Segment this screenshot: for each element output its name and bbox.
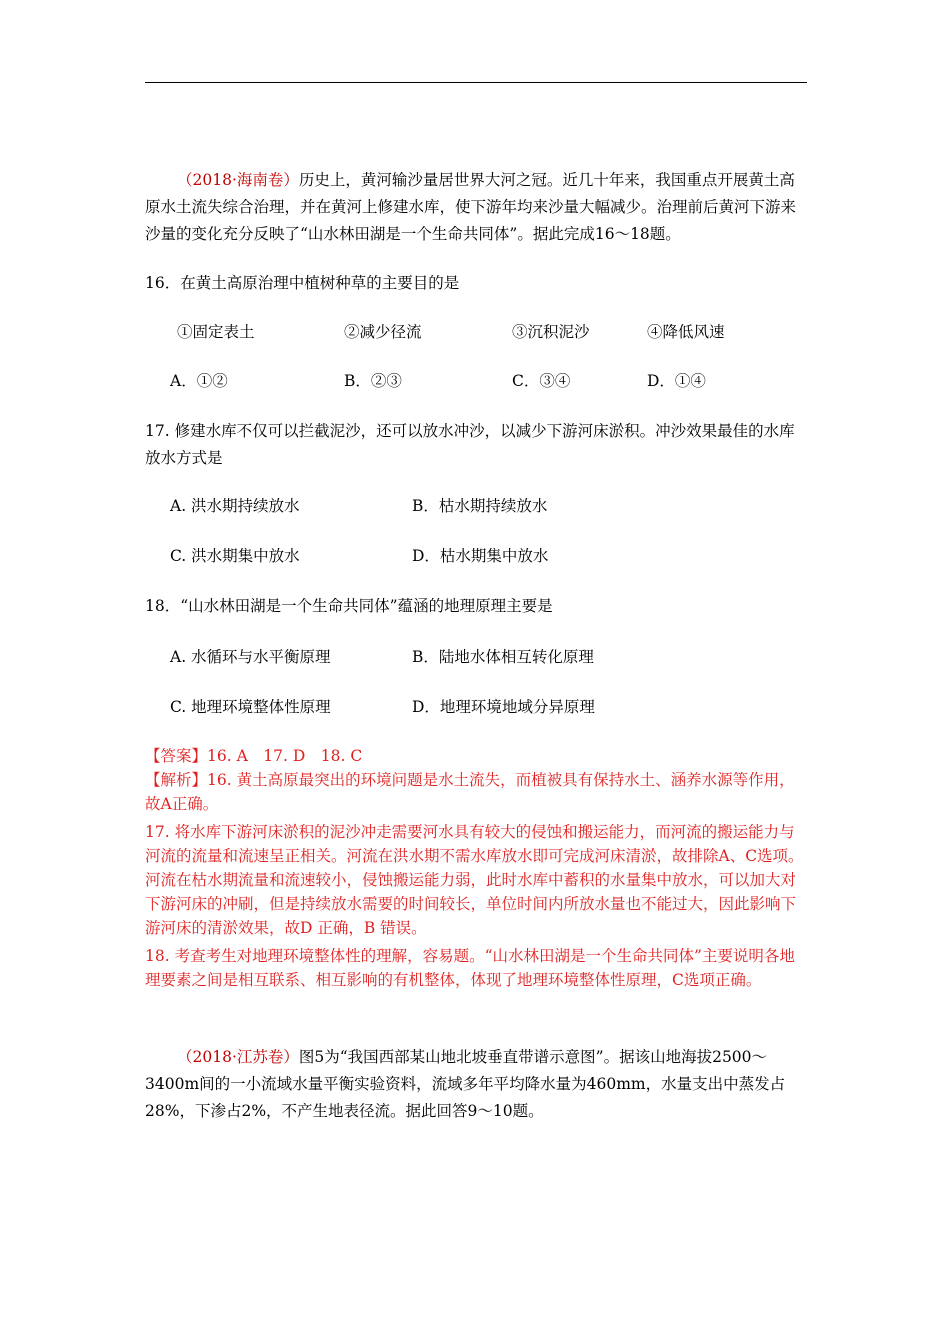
answer-text: 16. A 17. D 18. C bbox=[207, 747, 363, 765]
q18-option-b[interactable]: B．陆地水体相互转化原理 bbox=[412, 648, 594, 666]
analysis-16-text: 16. 黄土高原最突出的环境问题是水土流失，而植被具有保持水土、涵养水源等作用，故A正确。 bbox=[145, 771, 795, 813]
passage-1-text: 历史上，黄河输沙量居世界大河之冠。近几十年来，我国重点开展黄土高原水土流失综合治理，并在黄河上修建水库，使下游年均来沙量大幅减少。治理前后黄河下游来沙量的变化充分反映了“山水林田湖是一个生命共同体”。据此完成16～18题。 bbox=[145, 171, 797, 243]
q16-option-c[interactable]: C．③④ bbox=[512, 372, 571, 390]
answer-label: 【答案】 bbox=[145, 747, 208, 765]
q16-option-b[interactable]: B．②③ bbox=[344, 372, 402, 390]
analysis-16 bbox=[145, 768, 809, 816]
q17-option-c[interactable]: C. 洪水期集中放水 bbox=[170, 547, 300, 565]
passage-1 bbox=[145, 167, 805, 248]
q16-item-3: ③沉积泥沙 bbox=[512, 323, 590, 341]
q18-option-d[interactable]: D．地理环境地域分异原理 bbox=[412, 698, 595, 716]
q16-option-d[interactable]: D．①④ bbox=[647, 372, 706, 390]
analysis-17: 17. 将水库下游河床淤积的泥沙冲走需要河水具有较大的侵蚀和搬运能力，而河流的搬运能力与河流的流量和流速呈正相关。河流在洪水期不需水库放水即可完成河床清淤，故排除A、C选项。河流在枯水期流量和流速较小，侵蚀搬运能力弱，此时水库中蓄积的水量集中放水，可以加大对下游河床的冲刷，但是持续放水需要的时间较长，单位时间内所放水量也不能过大，因此影响下游河床的清淤效果，故D 正确，B 错误。 bbox=[145, 823, 804, 937]
q17-option-b[interactable]: B．枯水期持续放水 bbox=[412, 497, 548, 515]
q16-item-1: ①固定表土 bbox=[177, 323, 255, 341]
q17-option-a[interactable]: A. 洪水期持续放水 bbox=[170, 497, 300, 515]
analysis-label: 【解析】 bbox=[145, 771, 208, 789]
q17-option-d[interactable]: D．枯水期集中放水 bbox=[412, 547, 549, 565]
question-16-stem: 16．在黄土高原治理中植树种草的主要目的是 bbox=[145, 274, 460, 292]
question-17-stem: 17. 修建水库不仅可以拦截泥沙，还可以放水冲沙，以减少下游河床淤积。冲沙效果最佳的水库放水方式是 bbox=[145, 422, 795, 467]
passage-2 bbox=[145, 1044, 805, 1125]
question-18-stem: 18．“山水林田湖是一个生命共同体”蕴涵的地理原理主要是 bbox=[145, 597, 553, 615]
analysis-18: 18. 考查考生对地理环境整体性的理解，容易题。“山水林田湖是一个生命共同体”主要说明各地理要素之间是相互联系、相互影响的有机整体，体现了地理环境整体性原理，C选项正确。 bbox=[145, 947, 795, 989]
q16-item-2: ②减少径流 bbox=[344, 323, 422, 341]
q16-item-4: ④降低风速 bbox=[647, 323, 725, 341]
passage-2-text: 图5为“我国西部某山地北坡垂直带谱示意图”。据该山地海拔2500～3400m间的一小流域水量平衡实验资料，流域多年平均降水量为460mm，水量支出中蒸发占28%，下渗占2%，不产生地表径流。据此回答9～10题。 bbox=[145, 1048, 786, 1120]
q18-option-c[interactable]: C. 地理环境整体性原理 bbox=[170, 698, 331, 716]
header-rule bbox=[145, 82, 807, 83]
q18-option-a[interactable]: A. 水循环与水平衡原理 bbox=[170, 648, 331, 666]
answer-line bbox=[145, 744, 809, 768]
passage-2-source: （2018·江苏卷） bbox=[177, 1048, 299, 1066]
passage-1-source: （2018·海南卷） bbox=[177, 171, 299, 189]
q16-option-a[interactable]: A．①② bbox=[170, 372, 228, 390]
